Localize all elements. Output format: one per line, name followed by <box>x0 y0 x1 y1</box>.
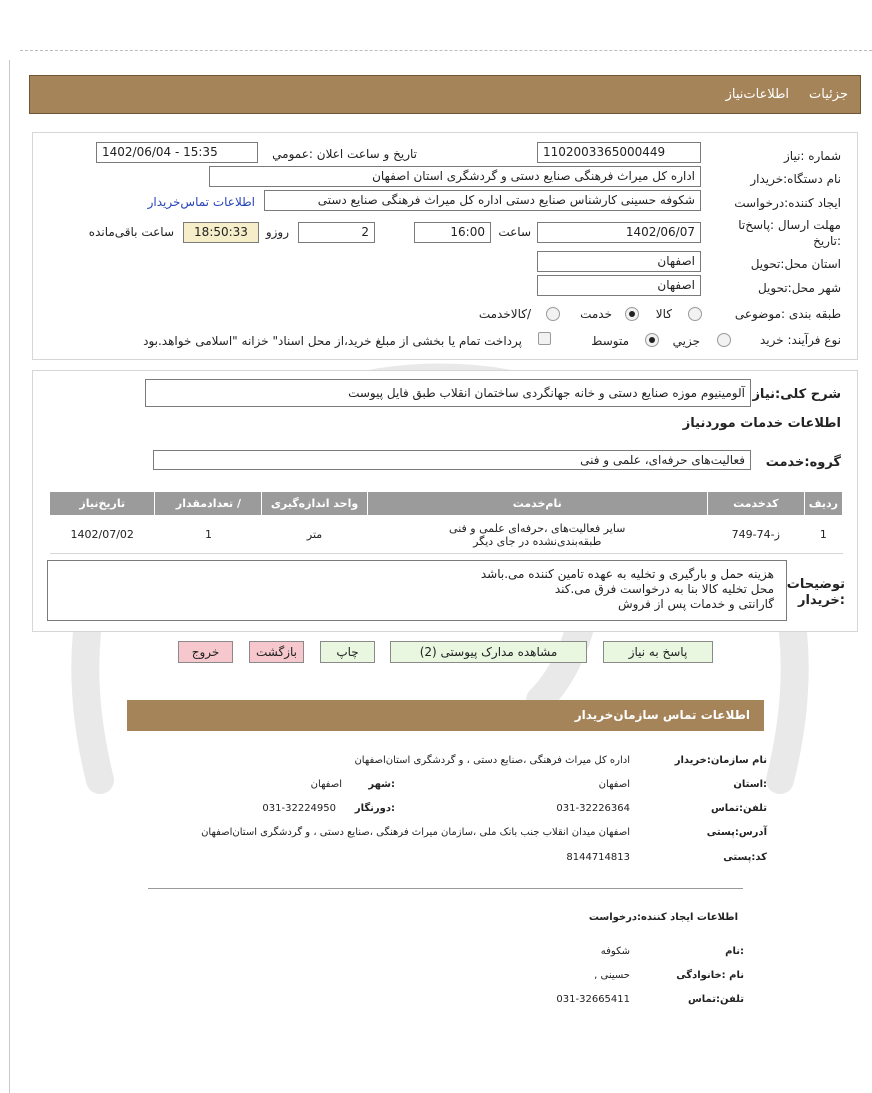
deadline-date-field: 1402/06/07 <box>537 222 701 243</box>
col-row: ردیف <box>804 492 842 516</box>
col-unit: واحد اندازه‌گیری <box>262 492 367 516</box>
contact-address-value: اصفهان میدان انقلاب جنب بانک ملی ،سازمان میراث فرهنگی ،صنایع دستی ، و گردشگری استان‌اصفهان <box>201 827 630 838</box>
buyer-note-line: هزینه حمل و بارگیری و تخلیه به عهده تامین کننده می.باشد <box>480 567 774 581</box>
treasury-payment-checkbox[interactable] <box>538 332 551 345</box>
creator-label: ایجاد کننده:درخواست <box>734 196 841 210</box>
category-goods-radio[interactable] <box>688 307 702 321</box>
creator-phone-value: 031-32665411 <box>556 994 630 1005</box>
category-both-radio[interactable] <box>546 307 560 321</box>
section-divider <box>148 888 743 889</box>
left-border <box>9 60 10 1093</box>
city-label: شهر محل:تحویل <box>757 281 841 295</box>
summary-field: آلومینیوم موزه صنایع دستی و خانه جهانگردی ساختمان انقلاب طبق فایل پیوست <box>145 379 751 407</box>
view-documents-button[interactable]: مشاهده مدارک پیوستی (2) <box>390 641 587 663</box>
category-both-label: /کالاخدمت <box>478 307 531 321</box>
cell-date: 1402/07/02 <box>50 516 155 554</box>
contact-city-value: اصفهان <box>310 779 342 790</box>
process-medium-radio[interactable] <box>645 333 659 347</box>
exit-button[interactable]: خروج <box>178 641 233 663</box>
buyer-note-line: گارانتی و خدمات پس از فروش <box>618 597 774 611</box>
contact-province-value: اصفهان <box>598 779 630 790</box>
summary-label: شرح کلی:نیاز <box>752 387 841 402</box>
need-number-label: شماره :نیاز <box>784 149 841 163</box>
need-number-field: 1102003365000449 <box>537 142 701 163</box>
col-code: کدخدمت <box>707 492 804 516</box>
category-label: طبقه بندی :موضوعی <box>734 307 841 321</box>
cell-code: ز-74-749 <box>707 516 804 554</box>
back-button[interactable]: بازگشت <box>249 641 304 663</box>
table-header-row <box>50 492 843 516</box>
buyer-note-line: محل تخلیه کالا بنا به درخواست فرق می.کند <box>554 582 774 596</box>
buyer-field: اداره کل میراث فرهنگی صنایع دستی و گردشگری استان اصفهان <box>209 166 701 187</box>
top-divider <box>20 50 872 51</box>
contact-phone-value: 031-32226364 <box>556 803 630 814</box>
tab-need-info[interactable]: اطلاعات‌نیاز <box>725 87 790 102</box>
org-name-label: نام سازمان:خریدار <box>674 755 767 766</box>
creator-name-value: شکوفه <box>600 946 630 957</box>
contact-fax-value: 031-32224950 <box>262 803 336 814</box>
services-title: اطلاعات خدمات موردنیاز <box>682 416 841 431</box>
org-name-value: اداره کل میراث فرهنگی ،صنایع دستی ، و گردشگری استان‌اصفهان <box>354 755 630 766</box>
treasury-payment-note: پرداخت تمام یا بخشی از مبلغ خرید،از محل اسناد" خزانه "اسلامی خواهد.بود <box>143 334 522 348</box>
deadline-time-label: ساعت <box>498 225 531 239</box>
cell-name <box>367 516 707 554</box>
creator-field: شکوفه حسینی کارشناس صنایع دستی اداره کل میراث فرهنگی صنایع دستی <box>264 190 701 211</box>
services-table <box>49 491 843 554</box>
process-medium-label: متوسط <box>591 334 629 348</box>
cell-qty: 1 <box>155 516 262 554</box>
contact-phone-label: تلفن:تماس <box>710 803 767 814</box>
buyer-notes-box <box>47 560 787 621</box>
contact-address-label: آدرس:پستی <box>706 827 767 838</box>
service-group-field: فعالیت‌های حرفه‌ای، علمی و فنی <box>153 450 751 470</box>
announce-datetime-field: 1402/06/04 - 15:35 <box>96 142 258 163</box>
table-row <box>50 516 843 554</box>
cell-unit: متر <box>262 516 367 554</box>
contact-city-label: :شهر <box>368 779 395 790</box>
announce-label: تاریخ و ساعت اعلان :عمومي <box>272 147 417 161</box>
reply-button[interactable]: پاسخ به نیاز <box>603 641 713 663</box>
need-info-panel <box>32 132 858 360</box>
remaining-time-label: ساعت باقی‌مانده <box>88 225 174 239</box>
creator-name-label: :نام <box>725 946 744 957</box>
process-partial-radio[interactable] <box>717 333 731 347</box>
city-field: اصفهان <box>537 275 701 296</box>
print-button[interactable]: چاپ <box>320 641 375 663</box>
buyer-label: نام دستگاه:خریدار <box>750 172 841 186</box>
col-qty: / تعدادمقدار <box>155 492 262 516</box>
category-goods-label: کالا <box>655 307 672 321</box>
contact-section-bar: اطلاعات تماس سازمان‌خریدار <box>127 700 764 731</box>
deadline-label-line2: :تاریخ <box>813 234 841 248</box>
deadline-time-field: 16:00 <box>414 222 491 243</box>
deadline-label-line1: مهلت ارسال :پاسخ‌تا <box>738 218 841 232</box>
province-label: استان محل:تحویل <box>750 257 841 271</box>
contact-fax-label: :دورنگار <box>354 803 395 814</box>
cell-row: 1 <box>804 516 842 554</box>
days-label: روزو <box>265 225 289 239</box>
days-field: 2 <box>298 222 375 243</box>
service-group-label: گروه:خدمت <box>765 455 841 470</box>
tab-details[interactable]: جزئیات <box>809 87 848 102</box>
buyer-notes-label-line1: توضیحات <box>786 577 845 592</box>
cell-name-line1: سایر فعالیت‌های ،حرفه‌ای علمی و فنی <box>449 521 626 535</box>
buyer-notes-label-line2: :خریدار <box>798 593 845 608</box>
creator-phone-label: تلفن:تماس <box>687 994 744 1005</box>
province-field: اصفهان <box>537 251 701 272</box>
col-date: تاریخ‌نیاز <box>50 492 155 516</box>
creator-family-value: حسینی , <box>594 970 630 981</box>
buyer-contact-link[interactable]: اطلاعات تماس‌خریدار <box>147 195 255 209</box>
page-header-bar <box>29 75 861 114</box>
creator-section-title: اطلاعات ایجاد کننده:درخواست <box>588 912 738 923</box>
col-name: نام‌خدمت <box>367 492 707 516</box>
creator-family-label: نام :خانوادگی <box>676 970 744 981</box>
category-service-label: خدمت <box>580 307 612 321</box>
process-partial-label: جزیي <box>672 334 700 348</box>
contact-province-label: :استان <box>733 779 767 790</box>
process-type-label: نوع فرآیند: خرید <box>760 333 841 347</box>
remaining-time-field: 18:50:33 <box>183 222 259 243</box>
contact-postal-label: کد:پستی <box>723 852 767 863</box>
cell-name-line2: طبقه‌بندی‌نشده در جای دیگر <box>473 534 602 548</box>
need-details-panel <box>32 370 858 632</box>
contact-postal-value: 8144714813 <box>566 852 630 863</box>
category-service-radio[interactable] <box>625 307 639 321</box>
